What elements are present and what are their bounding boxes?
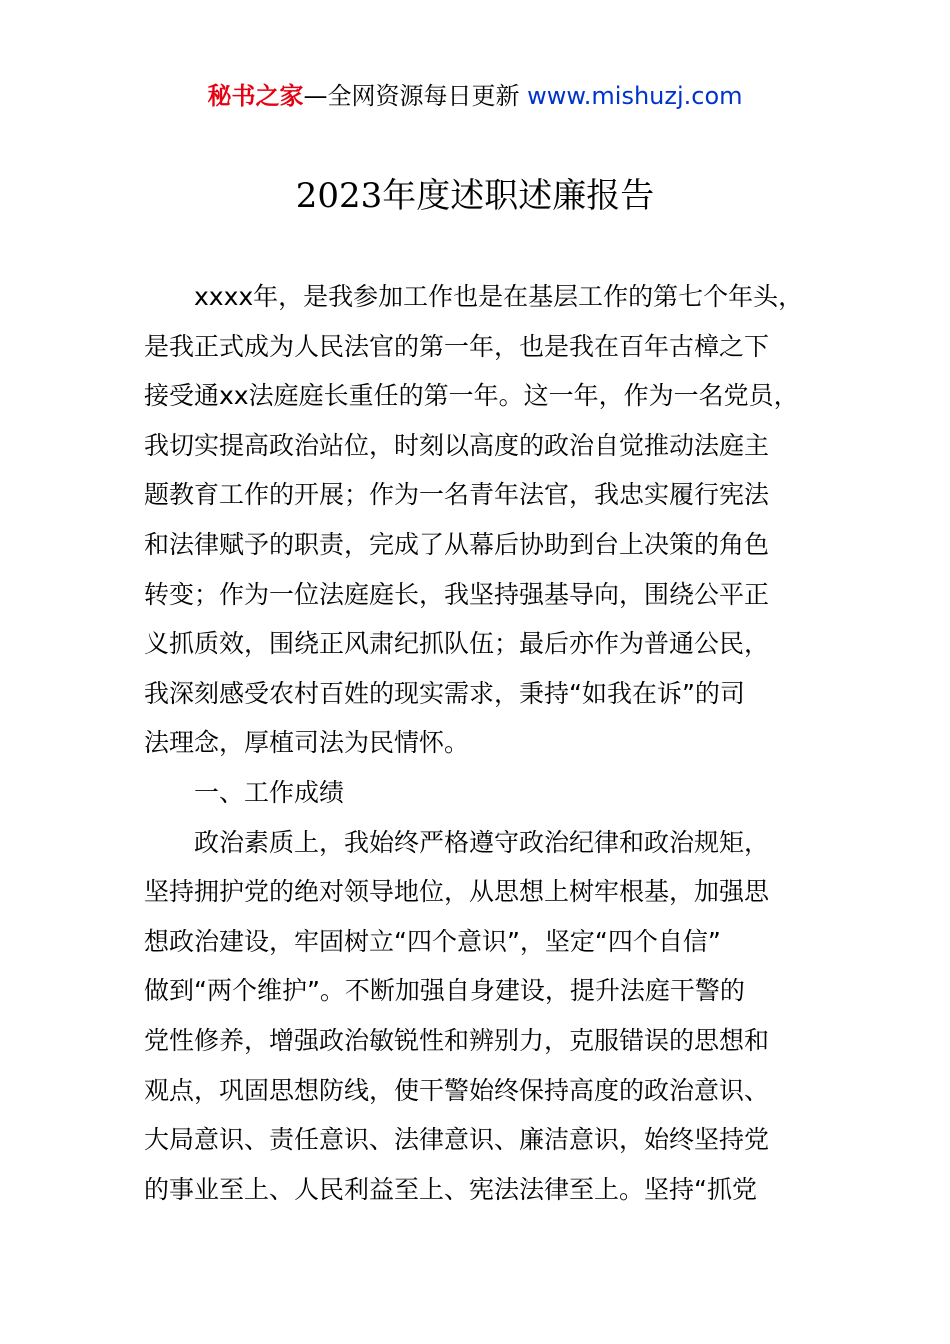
paragraph-line: 是我正式成为人民法官的第一年，也是我在百年古樟之下 — [144, 331, 770, 361]
paragraph-line: xxxx年，是我参加工作也是在基层工作的第七个年头， — [194, 282, 804, 311]
paragraph — [144, 818, 808, 1215]
header-tagline: —全网资源每日更新 — [303, 82, 528, 110]
header-brand: 秘书之家 — [207, 82, 304, 110]
paragraph-line: 想政治建设，牢固树立“四个意识”，坚定“四个自信” — [144, 926, 721, 956]
paragraph-line: 的事业至上、人民利益至上、宪法法律至上。坚持“抓党 — [144, 1174, 757, 1204]
paragraph-line: 观点，巩固思想防线，使干警始终保持高度的政治意识、 — [144, 1075, 770, 1105]
paragraph-line: 转变；作为一位法庭庭长，我坚持强基导向，围绕公平正 — [144, 579, 770, 609]
paragraph-line: 坚持拥护党的绝对领导地位，从思想上树牢根基，加强思 — [144, 877, 770, 907]
paragraph-line: 大局意识、责任意识、法律意识、廉洁意识，始终坚持党 — [144, 1125, 770, 1155]
paragraph-line: 和法律赋予的职责，完成了从幕后协助到台上决策的角色 — [144, 529, 770, 559]
paragraph-line: 接受通xx法庭庭长重任的第一年。这一年，作为一名党员， — [144, 381, 799, 411]
paragraph-line: 政治素质上，我始终严格遵守政治纪律和政治规矩， — [194, 827, 770, 857]
paragraph — [144, 768, 808, 818]
paragraph-line: 我深刻感受农村百姓的现实需求，秉持“如我在诉”的司 — [144, 678, 745, 708]
paragraph-line: 做到“两个维护”。不断加强自身建设，提升法庭干警的 — [144, 976, 745, 1006]
paragraph-line: 义抓质效，围绕正风肃纪抓队伍；最后亦作为普通公民， — [144, 629, 770, 659]
paragraph — [144, 272, 808, 768]
header-url[interactable]: www.mishuzj.com — [527, 82, 743, 110]
watermark-header — [0, 80, 950, 112]
paragraph-line: 题教育工作的开展；作为一名青年法官，我忠实履行宪法 — [144, 480, 770, 510]
paragraph-line: 党性修养，增强政治敏锐性和辨别力，克服错误的思想和 — [144, 1025, 770, 1055]
document-title: 2023年度述职述廉报告 — [295, 176, 655, 216]
paragraph-line: 一、工作成绩 — [194, 777, 345, 807]
document-body — [144, 272, 808, 1214]
paragraph-line: 法理念，厚植司法为民情怀。 — [144, 728, 470, 758]
paragraph-line: 我切实提高政治站位，时刻以高度的政治自觉推动法庭主 — [144, 430, 770, 460]
